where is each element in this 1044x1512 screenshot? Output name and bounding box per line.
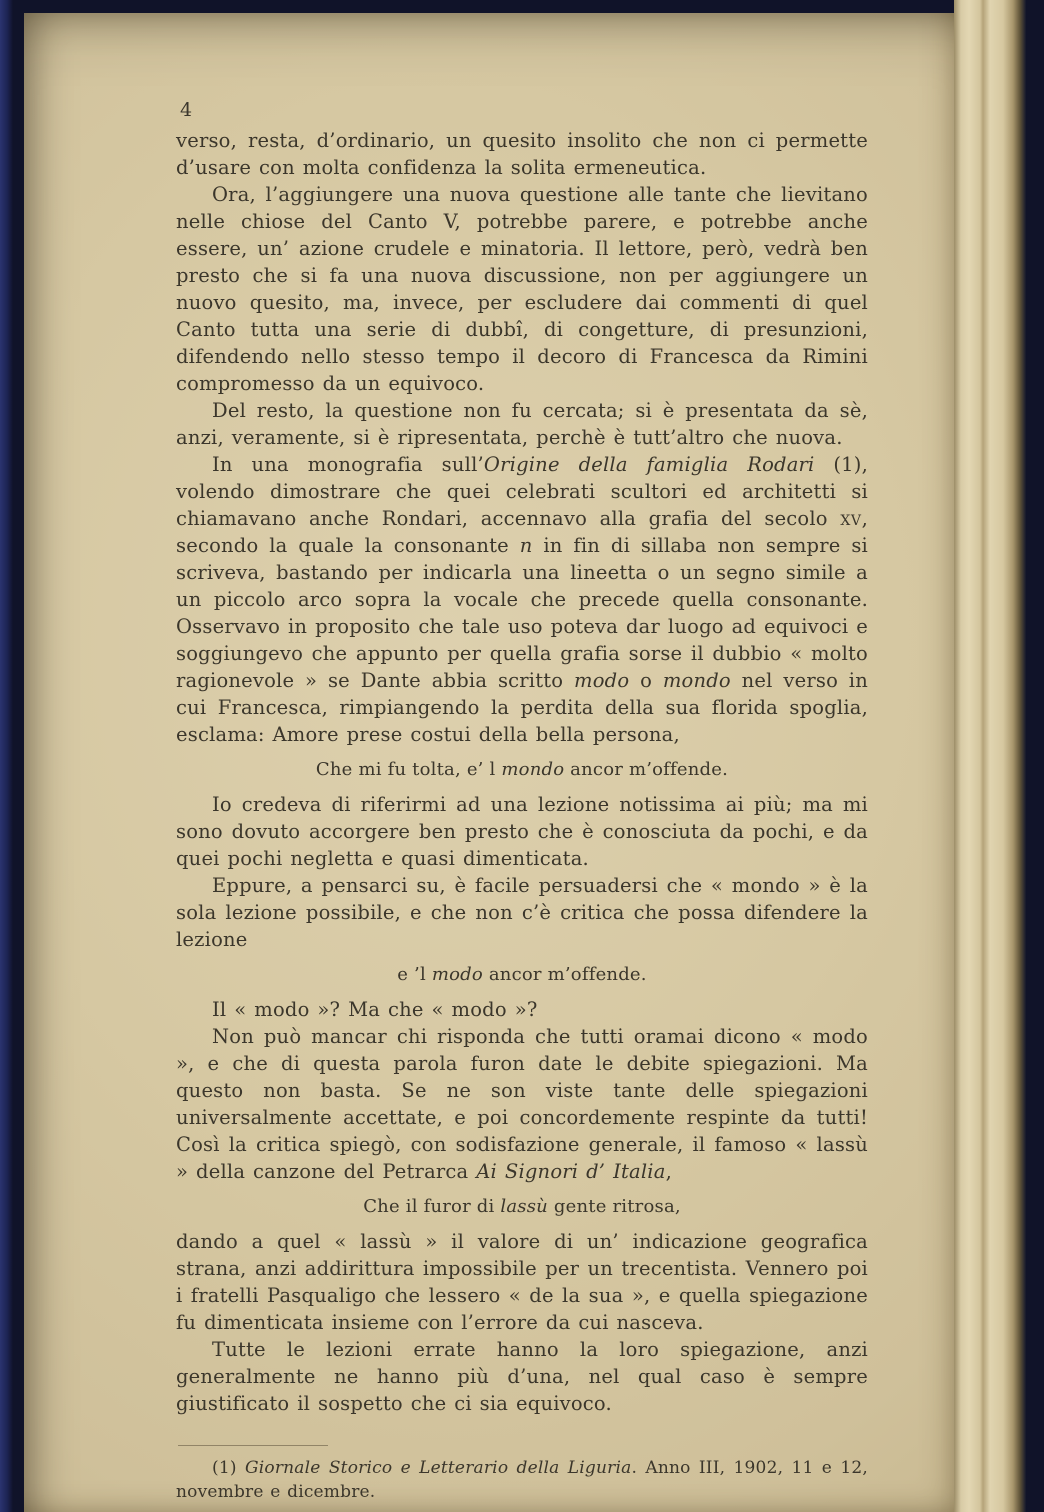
text-run: Del resto, la questione non fu cercata; si è presentata da sè, anzi, veramente, si è ripresentata, perchè è tutt’altro che nuova. (176, 399, 868, 449)
text-column (176, 127, 868, 1417)
verse-line (176, 757, 868, 782)
text-run-italic: modo (431, 964, 483, 985)
text-run: ancor m’offende. (482, 964, 647, 985)
text-run: Il « modo »? Ma che « modo »? (212, 998, 538, 1021)
text-run: . Anno III, 1902, 11 e 12, novembre e dicembre. (176, 1458, 868, 1502)
text-run-italic: n (519, 534, 533, 557)
text-run: Che mi fu tolta, e’ l (315, 759, 502, 780)
text-run-italic: Giornale Storico e Letterario della Liguria (244, 1458, 632, 1478)
page-edge-stack (954, 0, 1026, 1512)
text-run: Ora, l’aggiungere una nuova questione alle tante che lievitano nelle chiose del Canto V, potrebbe parere, e potrebbe anche essere, un’ azione crudele e minatoria. Il lettore, però, vedrà ben presto che si fa una nuova discussione, non per aggiungere un nuovo quesito, ma, invece, per escludere dai commenti di quel Canto tutta una serie di dubbî, di congetture, di presunzioni, difendendo nello stesso tempo il decoro di Francesca da Rimini compromesso da un equivoco. (176, 183, 868, 395)
text-run: (1), volendo dimostrare che quei celebrati scultori ed architetti si chiamavano anche Rondari, accennavo alla grafia del secolo (176, 453, 868, 530)
paragraph (176, 791, 868, 872)
text-run-italic: modo (574, 669, 630, 692)
text-run: , secondo la quale la consonante (176, 507, 868, 557)
book-spine-edge (0, 0, 13, 1512)
paragraph (176, 451, 868, 748)
text-run: Eppure, a pensarci su, è facile persuadersi che « mondo » è la sola lezione possibile, e che non c’è critica che possa difendere la lezione (176, 874, 868, 951)
text-run: nel verso in cui Francesca, rimpiangendo la perdita della sua florida spoglia, esclama: Amore prese costui della bella persona, (176, 669, 868, 746)
page-number: 4 (180, 99, 193, 121)
text-run-italic: mondo (662, 669, 731, 692)
text-run: gente ritrosa, (547, 1196, 681, 1217)
text-run: Tutte le lezioni errate hanno la loro spiegazione, anzi generalmente ne hanno più d’una, nel qual caso è sempre giustificato il sospetto che ci sia equivoco. (176, 1338, 868, 1415)
text-run: o (629, 669, 663, 692)
text-run: Io credeva di riferirmi ad una lezione notissima ai più; ma mi sono dovuto accorgere ben presto che è conosciuta da pochi, e da quei pochi negletta e quasi dimenticata. (176, 793, 868, 870)
footnote-separator-rule (178, 1445, 328, 1446)
verse-line (176, 1194, 868, 1219)
text-run-italic: mondo (501, 759, 565, 780)
text-run-italic: lassù (500, 1196, 548, 1217)
text-run: ancor m’offende. (564, 759, 729, 780)
text-run: in fin di sillaba non sempre si scriveva, bastando per indicarla una lineetta o un segno simile a un piccolo arco sopra la vocale che precede quella consonante. Osservavo in proposito che tale uso poteva dar luogo ad equivoci e soggiungevo che appunto per quella grafia sorse il dubbio « molto ragionevole » se Dante abbia scritto (176, 534, 868, 692)
text-run: e ’l (397, 964, 432, 985)
text-run: Che il furor di (363, 1196, 501, 1217)
text-run: dando a quel « lassù » il valore di un’ indicazione geografica strana, anzi addirittura impossibile per un trecentista. Vennero poi i fratelli Pasqualigo che lessero « de la sua », e quella spiegazione fu dimenticata insieme con l’errore da cui nasceva. (176, 1230, 868, 1334)
paragraph (176, 181, 868, 397)
paragraph (176, 397, 868, 451)
text-run: Non può mancar chi risponda che tutti oramai dicono « modo », e che di questa parola furon date le debite spiegazioni. Ma questo non basta. Se ne son viste tante delle spiegazioni universalmente accettate, e poi concordemente respinte da tutti! Così la critica spiegò, con sodisfazione generale, il famoso « lassù » della canzone del Petrarca (176, 1025, 868, 1183)
paragraph (176, 872, 868, 953)
text-run: , (665, 1160, 672, 1183)
book-page (24, 13, 954, 1512)
paragraph (176, 127, 868, 181)
page-content (176, 127, 868, 1504)
text-run: In una monografia sull’ (212, 453, 484, 476)
text-run: (1) (212, 1458, 245, 1478)
text-run-italic: Ai Signori d’ Italia (476, 1160, 666, 1183)
paragraph (176, 1023, 868, 1185)
footnote-text (176, 1456, 868, 1504)
paragraph (176, 1228, 868, 1336)
text-run-sc: xv (840, 507, 862, 530)
footnote (176, 1445, 868, 1504)
verse-line (176, 962, 868, 987)
text-run-italic: Origine della famiglia Rodari (483, 453, 815, 476)
paragraph (176, 996, 868, 1023)
paragraph (176, 1336, 868, 1417)
text-run: verso, resta, d’ordinario, un quesito insolito che non ci permette d’usare con molta confidenza la solita ermeneutica. (176, 129, 868, 179)
